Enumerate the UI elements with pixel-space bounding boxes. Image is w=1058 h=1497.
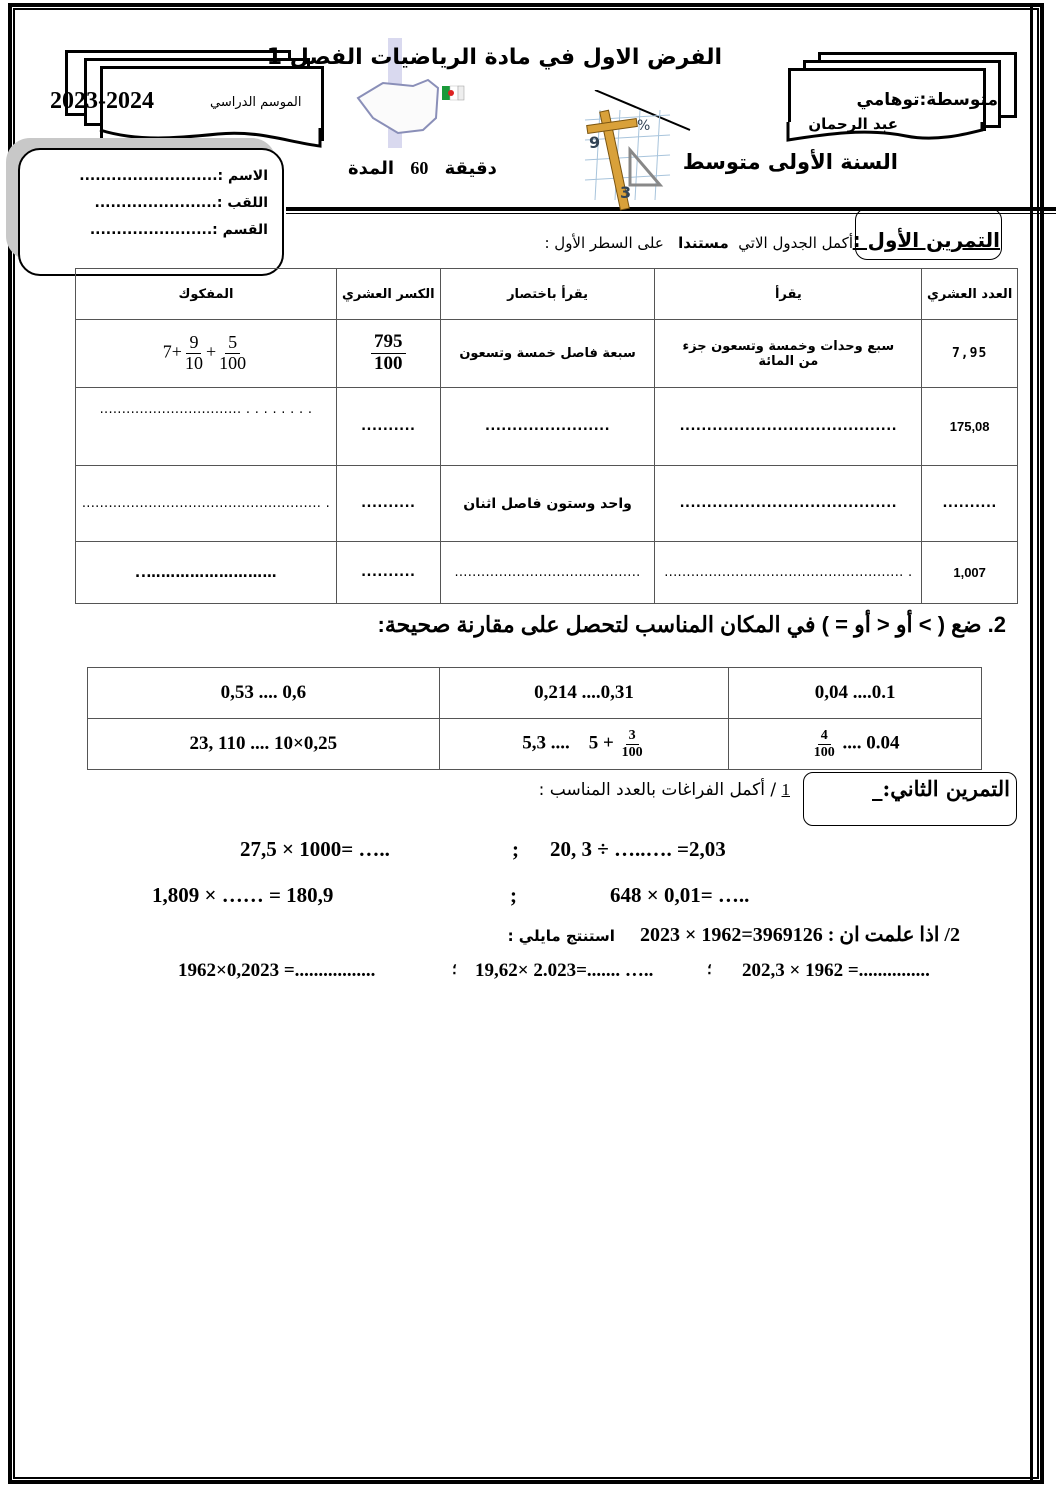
season-label: الموسم الدراسي xyxy=(210,95,302,110)
cell-fraction xyxy=(336,320,440,388)
deduce-item-19-62[interactable]: 19,62× 2.023=....... ….. xyxy=(475,960,654,981)
school-name-line2: عبد الرحمان xyxy=(808,115,898,133)
cell-reads-blank[interactable]: ...................................................... . xyxy=(655,542,922,604)
deduce-item-1962[interactable]: 1962×0,2023 =................. xyxy=(178,960,376,981)
student-surname-field[interactable]: اللقب :....................... xyxy=(94,195,268,211)
cell-short-blank[interactable]: .......................................... xyxy=(440,542,655,604)
student-name-field[interactable]: الاسم :.......................... xyxy=(79,168,268,184)
col-header-expanded: المفكوك xyxy=(76,269,337,320)
col-header-decimal: العدد العشري xyxy=(922,269,1018,320)
col-header-fraction: الكسر العشري xyxy=(336,269,440,320)
table-header-row xyxy=(76,269,1018,320)
cell-reads-blank[interactable]: ........................................ xyxy=(655,466,922,542)
comparison-cell[interactable]: 0,53 .... 0,6 xyxy=(88,668,440,719)
school-name: متوسطة:توهامي xyxy=(856,90,998,110)
cell-decimal: 1,007 xyxy=(922,542,1018,604)
cell-expanded-blank[interactable]: ……………………….. xyxy=(76,542,337,604)
exercise2-q1-instruction: 1 / أكمل الفراغات بالعدد المناسب : xyxy=(538,780,790,800)
duration-label: المدة xyxy=(348,158,395,179)
exercise2-q2: 2/ اذا علمت ان : 2023 × 1962=3969126 استنتج مايلي : xyxy=(507,924,960,946)
exercise2-title: التمرين الثاني:_ xyxy=(871,776,1010,801)
duration-value: 60 xyxy=(410,158,429,178)
level-label: السنة الأولى متوسط xyxy=(682,150,898,174)
math-tools-icon xyxy=(575,90,695,220)
duration xyxy=(348,158,497,179)
comparison-row xyxy=(88,668,982,719)
cell-fraction-blank[interactable]: .......... xyxy=(336,466,440,542)
cell-fraction-blank[interactable]: .......... xyxy=(336,388,440,466)
table-row xyxy=(76,320,1018,388)
table-row xyxy=(76,388,1018,466)
right-margin-line xyxy=(1030,3,1033,1484)
map-outline xyxy=(358,80,438,133)
cell-decimal-blank[interactable]: .......... xyxy=(922,466,1018,542)
table-row xyxy=(76,466,1018,542)
equation-separator: ; xyxy=(512,837,519,861)
season-years: 2023-2024 xyxy=(50,88,154,114)
deduce-item-202-3[interactable]: 202,3 × 1962 =............... xyxy=(742,960,930,981)
cell-expanded-blank[interactable]: ...................................................... . xyxy=(76,466,337,542)
cell-reads: سبع وحدات وخمسة وتسعون جزء من المائة xyxy=(655,320,922,388)
equation-separator: ; xyxy=(510,883,517,907)
comparison-row xyxy=(88,719,982,770)
comparison-cell[interactable]: 5,3 .... 5 + $\frac{3}{100}$ xyxy=(439,719,729,770)
comparison-cell[interactable]: 0,04 ....0.1 xyxy=(729,668,982,719)
decimal-table xyxy=(75,268,1018,604)
percent-glyph: % xyxy=(637,118,651,134)
comparison-cell[interactable]: 0,214 ....0,31 xyxy=(439,668,729,719)
set-square xyxy=(630,150,660,185)
cell-expanded: 7+ $\frac{9}{10}$ + $\frac{5}{100}$ xyxy=(76,320,337,388)
decimal-fraction: $\frac{795}{100}$ xyxy=(371,332,406,375)
col-header-short: يقرأ باختصار xyxy=(440,269,655,320)
comparison-table xyxy=(87,667,982,770)
cell-short-blank[interactable]: ....................... xyxy=(440,388,655,466)
duration-unit: دقيقة xyxy=(444,158,497,179)
student-class-field[interactable]: القسم :....................... xyxy=(89,222,268,238)
deduce-separator: ؛ xyxy=(452,962,457,978)
exercise1-title: التمرين الأول : xyxy=(852,228,1000,252)
cell-expanded-blank[interactable]: ................................ . . . . . . . . xyxy=(76,388,337,466)
comparison-cell[interactable]: $\frac{4}{100}$ .... 0.04 xyxy=(729,719,982,770)
exercise1-instruction: أكمل الجدول الاتي مستندا على السطر الأول : xyxy=(544,234,853,252)
comparison-question: 2. ضع ( > أو < أو = ) في المكان المناسب لتحصل على مقارنة صحيحة: xyxy=(377,612,1006,637)
exam-title: الفرض الاول في مادة الرياضيات الفصل 1 xyxy=(266,45,722,70)
cell-reads-blank[interactable]: ........................................ xyxy=(655,388,922,466)
col-header-reads: يقرأ xyxy=(655,269,922,320)
equation-1-809[interactable]: 1,809 × …… = 180,9 xyxy=(152,883,334,907)
equation-27-5[interactable]: 27,5 × 1000= ….. xyxy=(240,837,390,861)
deduce-separator: ؛ xyxy=(707,962,712,978)
comparison-cell[interactable]: 23, 110 .... 10×0,25 xyxy=(88,719,440,770)
svg-text:3: 3 xyxy=(620,183,632,202)
cell-short: سبعة فاصل خمسة وتسعون xyxy=(440,320,655,388)
table-row xyxy=(76,542,1018,604)
svg-text:9: 9 xyxy=(589,133,601,152)
cell-short: واحد وستون فاصل اثنان xyxy=(440,466,655,542)
cell-decimal: 175,08 xyxy=(922,388,1018,466)
equation-20-3[interactable]: 20, 3 ÷ …..…. =2,03 xyxy=(550,837,726,861)
equation-648[interactable]: 648 × 0,01= ….. xyxy=(610,883,750,907)
cell-decimal: 7,95 xyxy=(922,320,1018,388)
student-info-box xyxy=(18,148,284,276)
cell-fraction-blank[interactable]: .......... xyxy=(336,542,440,604)
flag-icon xyxy=(442,86,464,100)
